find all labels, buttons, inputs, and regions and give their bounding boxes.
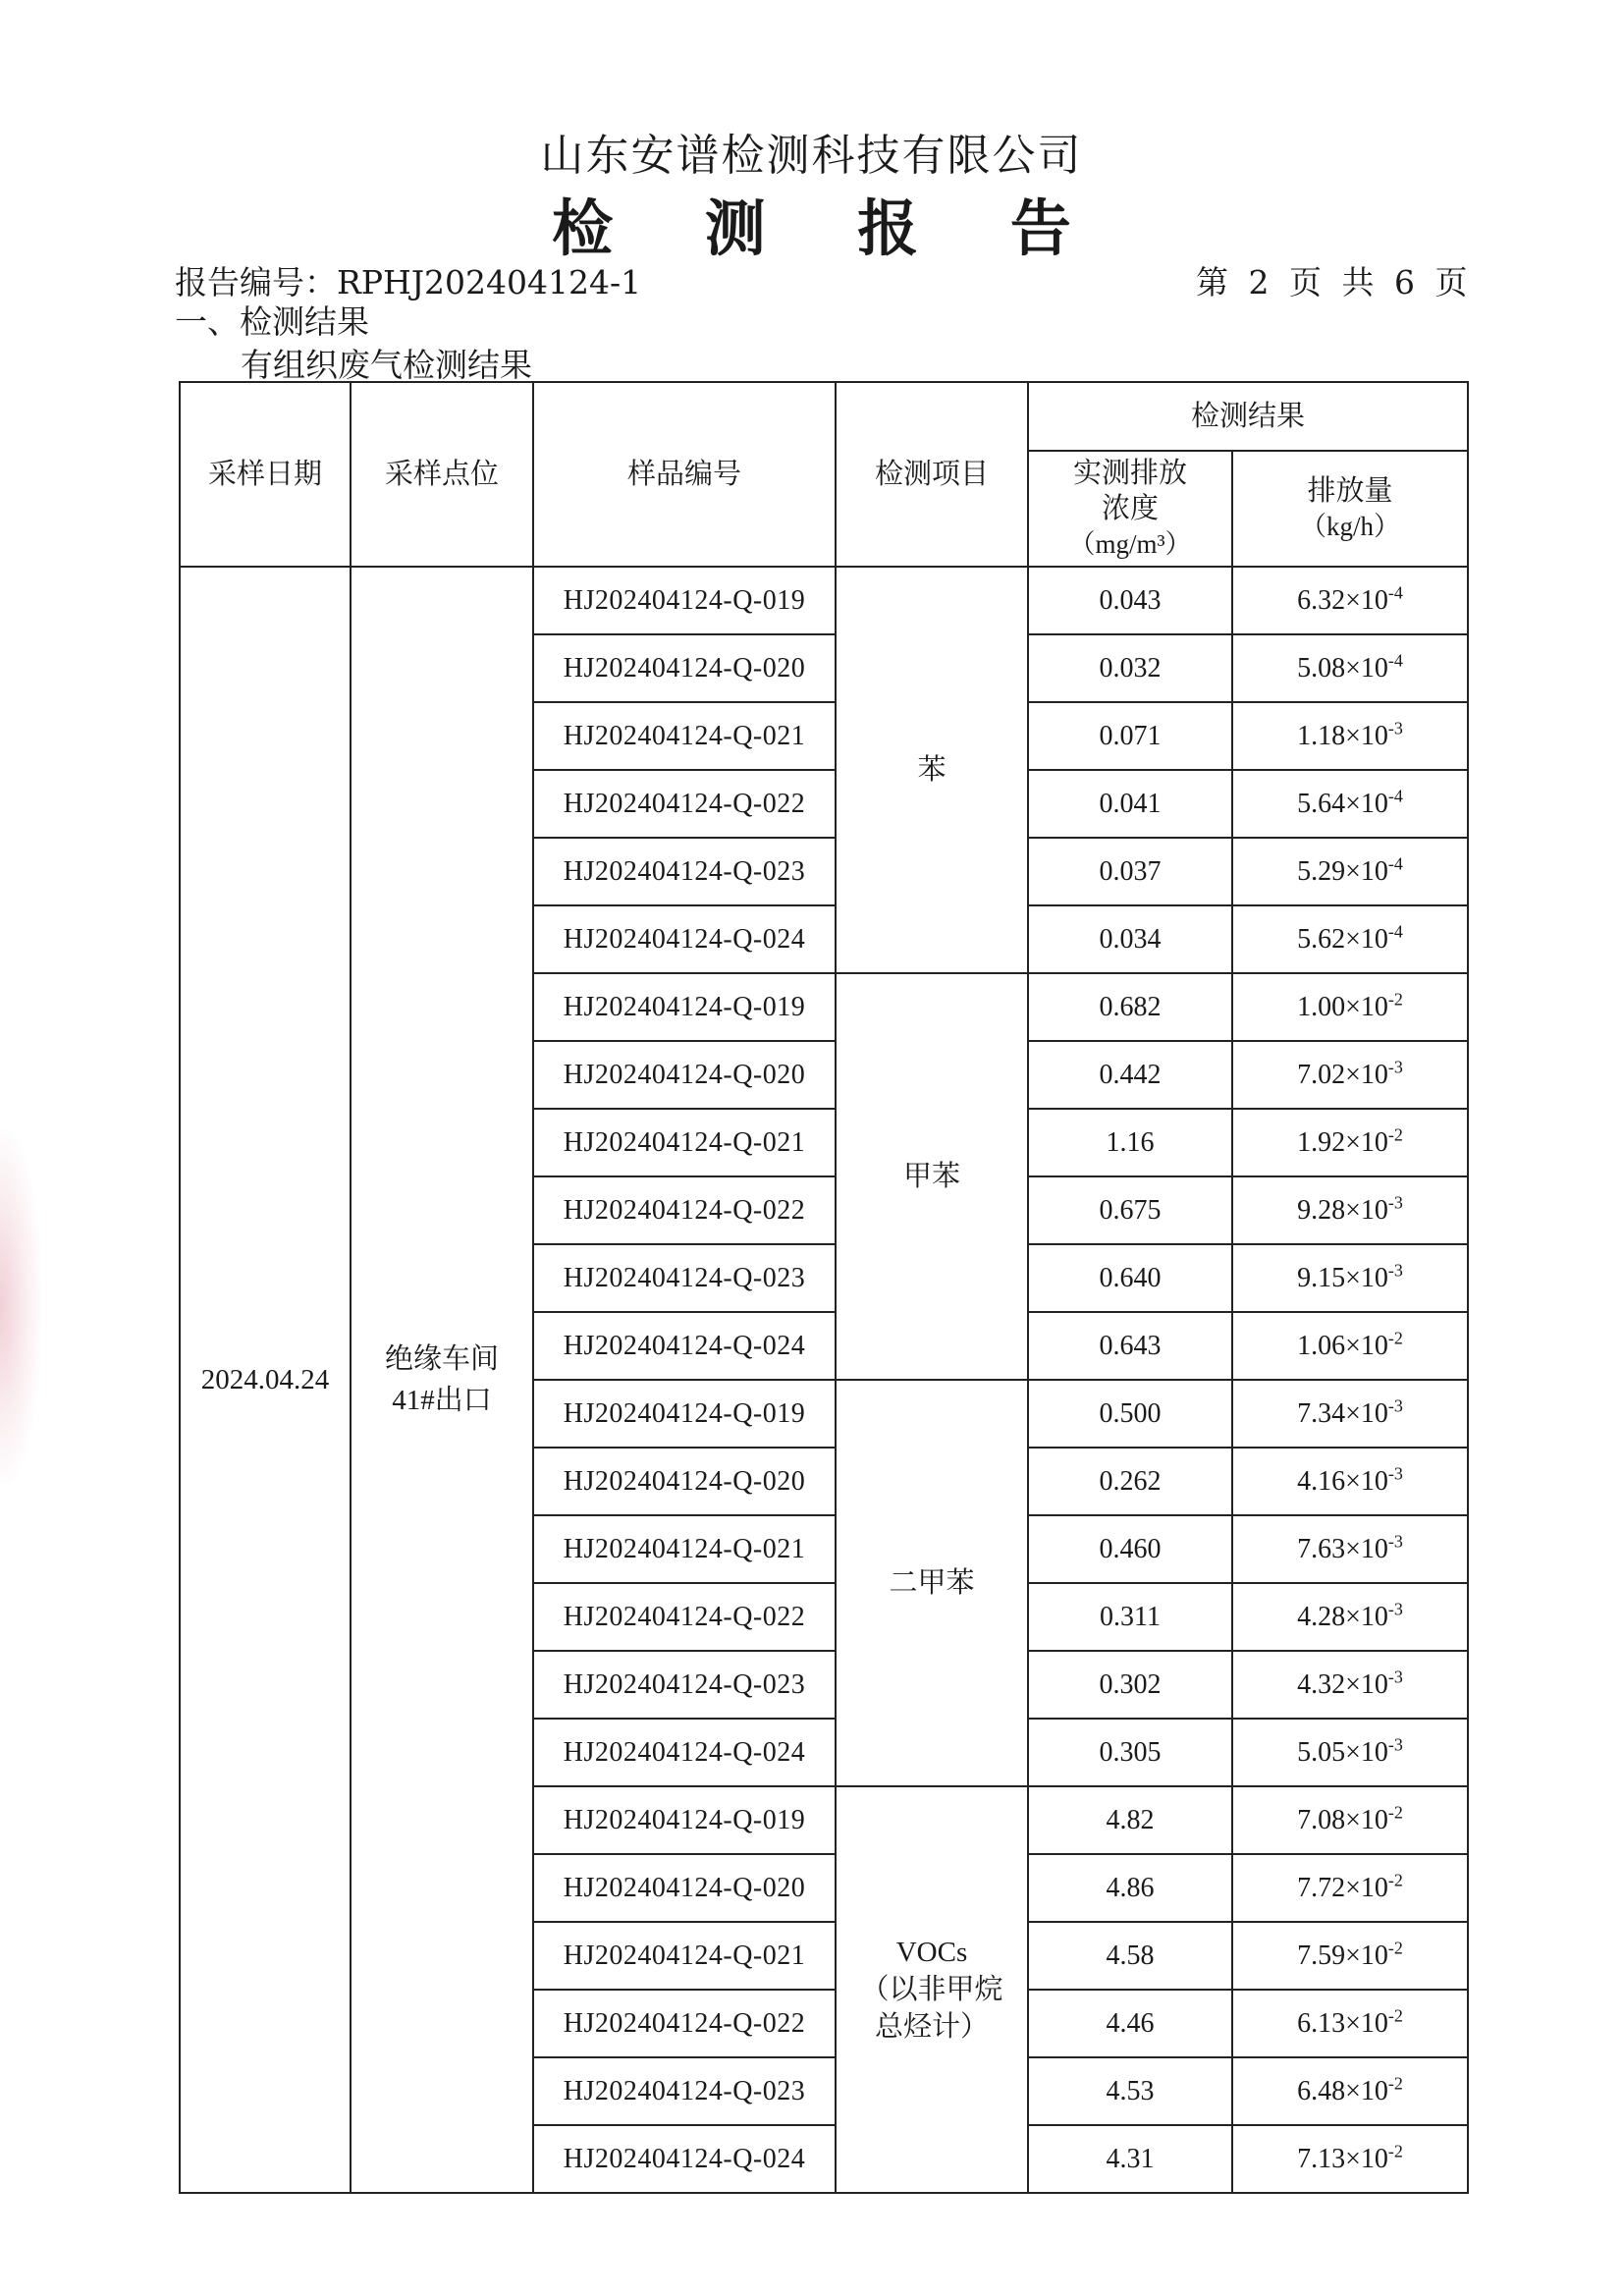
sampling-point-line1: 绝缘车间 [384,1343,499,1375]
test-item-line: 二甲苯 [889,1567,975,1599]
concentration-cell: 0.460 [1028,1515,1232,1583]
sample-number-cell: HJ202404124-Q-022 [533,1990,836,2057]
emission-rate-mantissa: 7.13 [1297,2143,1346,2174]
sample-number-cell: HJ202404124-Q-021 [533,1922,836,1990]
emission-rate-mantissa: 4.28 [1297,1601,1346,1632]
emission-rate-cell: $5.08\times 10^{-4}$ [1232,634,1468,702]
concentration-cell: 0.311 [1028,1583,1232,1651]
emission-rate-cell: $1.18\times 10^{-3}$ [1232,702,1468,770]
concentration-cell: 0.041 [1028,770,1232,838]
emission-rate-cell: $7.63\times 10^{-3}$ [1232,1515,1468,1583]
emission-rate-mantissa: 7.02 [1297,1059,1346,1090]
emission-rate-mantissa: 6.32 [1297,584,1346,616]
emission-rate-exponent: -3 [1387,1463,1403,1484]
rate-unit-text: kg/h [1326,512,1375,541]
test-item-line: 甲苯 [902,1161,960,1192]
concentration-cell: 1.16 [1028,1109,1232,1176]
concentration-cell: 0.302 [1028,1651,1232,1719]
header-concentration-line1: 实测排放 [1072,458,1187,489]
test-item-cell [836,1380,1028,1786]
emission-rate-mantissa: 9.28 [1297,1194,1346,1226]
test-item-line: （以非甲烷 [860,1974,1003,2005]
table-header [180,382,1468,567]
emission-rate-cell: $5.05\times 10^{-3}$ [1232,1719,1468,1786]
header-sampling-point: 采样点位 [351,382,533,567]
sampling-point-line2: 41#出口 [392,1385,492,1416]
emission-rate-mantissa: 7.34 [1297,1397,1346,1429]
header-sampling-date: 采样日期 [180,382,351,567]
sample-number-cell: HJ202404124-Q-022 [533,770,836,838]
emission-rate-mantissa: 1.18 [1297,720,1346,751]
table-row [180,567,1468,634]
concentration-cell: 4.31 [1028,2125,1232,2193]
header-emission-rate [1232,451,1468,567]
emission-rate-exponent: -3 [1387,1531,1403,1552]
emission-rate-cell: $4.16\times 10^{-3}$ [1232,1448,1468,1515]
emission-rate-mantissa: 5.29 [1297,855,1346,887]
sample-number-cell: HJ202404124-Q-020 [533,1448,836,1515]
emission-rate-mantissa: 5.64 [1297,788,1346,819]
concentration-cell: 0.442 [1028,1041,1232,1109]
concentration-cell: 4.53 [1028,2057,1232,2125]
emission-rate-exponent: -3 [1387,1395,1403,1416]
header-test-item: 检测项目 [836,382,1028,567]
emission-rate-exponent: -3 [1387,1260,1403,1281]
sample-number-cell: HJ202404124-Q-021 [533,702,836,770]
emission-rate-cell: $4.28\times 10^{-3}$ [1232,1583,1468,1651]
subsection-heading: 有组织废气检测结果 [241,346,532,384]
concentration-cell: 0.037 [1028,838,1232,905]
page-indicator: 第 2 页 共 6 页 [1196,263,1468,301]
sample-number-cell: HJ202404124-Q-020 [533,634,836,702]
sample-number-cell: HJ202404124-Q-019 [533,1380,836,1448]
concentration-cell: 0.675 [1028,1176,1232,1244]
emission-rate-mantissa: 1.06 [1297,1330,1346,1361]
emission-rate-cell: $6.48\times 10^{-2}$ [1232,2057,1468,2125]
emission-rate-exponent: -3 [1387,1057,1403,1077]
emission-rate-mantissa: 1.92 [1297,1126,1346,1158]
emission-rate-mantissa: 7.63 [1297,1533,1346,1564]
report-number: 报告编号：RPHJ202404124-1 [175,263,642,301]
sample-number-cell: HJ202404124-Q-019 [533,1786,836,1854]
sample-number-cell: HJ202404124-Q-024 [533,1312,836,1380]
emission-rate-exponent: -3 [1387,1667,1403,1687]
emission-rate-exponent: -2 [1387,1328,1403,1348]
sampling-point-cell [351,567,533,2193]
emission-rate-cell: $5.64\times 10^{-4}$ [1232,770,1468,838]
sample-number-cell: HJ202404124-Q-022 [533,1583,836,1651]
emission-rate-exponent: -4 [1387,786,1403,806]
emission-rate-exponent: -2 [1387,2141,1403,2161]
sample-number-cell: HJ202404124-Q-021 [533,1109,836,1176]
sample-number-cell: HJ202404124-Q-024 [533,1719,836,1786]
header-emission-rate-line1: 排放量 [1307,475,1393,507]
header-concentration [1028,451,1232,567]
concentration-cell: 0.262 [1028,1448,1232,1515]
concentration-cell: 0.643 [1028,1312,1232,1380]
emission-rate-cell: $4.32\times 10^{-3}$ [1232,1651,1468,1719]
emission-rate-cell: $6.32\times 10^{-4}$ [1232,567,1468,634]
sample-number-cell: HJ202404124-Q-022 [533,1176,836,1244]
concentration-cell: 4.46 [1028,1990,1232,2057]
emission-rate-cell: $1.00\times 10^{-2}$ [1232,973,1468,1041]
emission-rate-exponent: -3 [1387,1599,1403,1619]
test-item-cell [836,567,1028,973]
concentration-cell: 0.305 [1028,1719,1232,1786]
table-body [180,567,1468,2193]
emission-rate-mantissa: 4.32 [1297,1668,1346,1700]
emission-rate-cell: $7.02\times 10^{-3}$ [1232,1041,1468,1109]
header-concentration-unit: （mg/m³） [1068,529,1192,559]
emission-rate-exponent: -2 [1387,1124,1403,1145]
emission-rate-exponent: -3 [1387,1734,1403,1755]
emission-rate-exponent: -2 [1387,1938,1403,1958]
emission-rate-exponent: -4 [1387,582,1403,603]
emission-rate-cell: $7.72\times 10^{-2}$ [1232,1854,1468,1922]
section-heading: 一、检测结果 [175,302,369,341]
emission-rate-cell: $6.13\times 10^{-2}$ [1232,1990,1468,2057]
seal-stamp-mark [0,1129,41,1483]
concentration-cell: 4.86 [1028,1854,1232,1922]
sample-number-cell: HJ202404124-Q-023 [533,1651,836,1719]
emission-rate-mantissa: 7.72 [1297,1872,1346,1903]
emission-rate-exponent: -2 [1387,1870,1403,1890]
concentration-cell: 0.034 [1028,905,1232,973]
emission-rate-mantissa: 5.62 [1297,923,1346,955]
company-name: 山东安谱检测科技有限公司 [540,131,1083,181]
emission-rate-cell: $7.13\times 10^{-2}$ [1232,2125,1468,2193]
emission-rate-cell: $1.92\times 10^{-2}$ [1232,1109,1468,1176]
concentration-cell: 0.071 [1028,702,1232,770]
emission-rate-mantissa: 7.08 [1297,1804,1346,1835]
emission-rate-exponent: -2 [1387,2073,1403,2094]
emission-rate-exponent: -4 [1387,650,1403,671]
report-title: 检 测 报 告 [552,192,1107,264]
emission-rate-mantissa: 5.08 [1297,652,1346,683]
concentration-cell: 0.032 [1028,634,1232,702]
emission-rate-cell: $1.06\times 10^{-2}$ [1232,1312,1468,1380]
concentration-cell: 0.043 [1028,567,1232,634]
emission-rate-mantissa: 1.00 [1297,991,1346,1022]
emission-rate-cell: $9.28\times 10^{-3}$ [1232,1176,1468,1244]
emission-rate-exponent: -2 [1387,2005,1403,2026]
sample-number-cell: HJ202404124-Q-019 [533,567,836,634]
concentration-cell: 0.640 [1028,1244,1232,1312]
emission-rate-mantissa: 4.16 [1297,1465,1346,1497]
concentration-cell: 0.500 [1028,1380,1232,1448]
emission-rate-cell: $5.62\times 10^{-4}$ [1232,905,1468,973]
emission-rate-mantissa: 7.59 [1297,1940,1346,1971]
emission-rate-mantissa: 9.15 [1297,1262,1346,1293]
sample-number-cell: HJ202404124-Q-023 [533,2057,836,2125]
concentration-cell: 4.58 [1028,1922,1232,1990]
emission-rate-cell: $9.15\times 10^{-3}$ [1232,1244,1468,1312]
header-test-results: 检测结果 [1028,382,1468,451]
test-item-line: 总烃计） [874,2011,989,2043]
sample-number-cell: HJ202404124-Q-023 [533,838,836,905]
header-emission-rate-unit: （kg/h） [1300,512,1401,541]
test-item-cell [836,1786,1028,2193]
emission-rate-cell: $7.59\times 10^{-2}$ [1232,1922,1468,1990]
sample-number-cell: HJ202404124-Q-019 [533,973,836,1041]
sampling-date-cell: 2024.04.24 [180,567,351,2193]
emission-rate-exponent: -4 [1387,853,1403,874]
conc-unit-text: mg/m³ [1095,529,1165,559]
results-table [179,381,1469,2194]
concentration-cell: 4.82 [1028,1786,1232,1854]
emission-rate-exponent: -3 [1387,718,1403,738]
header-concentration-line2: 浓度 [1101,493,1159,524]
sample-number-cell: HJ202404124-Q-023 [533,1244,836,1312]
test-item-cell [836,973,1028,1380]
emission-rate-mantissa: 6.48 [1297,2075,1346,2106]
sample-number-cell: HJ202404124-Q-020 [533,1854,836,1922]
emission-rate-exponent: -4 [1387,921,1403,942]
sample-number-cell: HJ202404124-Q-024 [533,905,836,973]
header-sample-number: 样品编号 [533,382,836,567]
emission-rate-exponent: -2 [1387,989,1403,1010]
emission-rate-mantissa: 6.13 [1297,2007,1346,2039]
sample-number-cell: HJ202404124-Q-024 [533,2125,836,2193]
emission-rate-exponent: -2 [1387,1802,1403,1823]
sample-number-cell: HJ202404124-Q-021 [533,1515,836,1583]
emission-rate-mantissa: 5.05 [1297,1736,1346,1768]
emission-rate-exponent: -3 [1387,1192,1403,1213]
test-item-line: VOCs [895,1937,968,1968]
concentration-cell: 0.682 [1028,973,1232,1041]
emission-rate-cell: $7.34\times 10^{-3}$ [1232,1380,1468,1448]
emission-rate-cell: $5.29\times 10^{-4}$ [1232,838,1468,905]
emission-rate-cell: $7.08\times 10^{-2}$ [1232,1786,1468,1854]
sample-number-cell: HJ202404124-Q-020 [533,1041,836,1109]
test-item-line: 苯 [917,754,947,786]
